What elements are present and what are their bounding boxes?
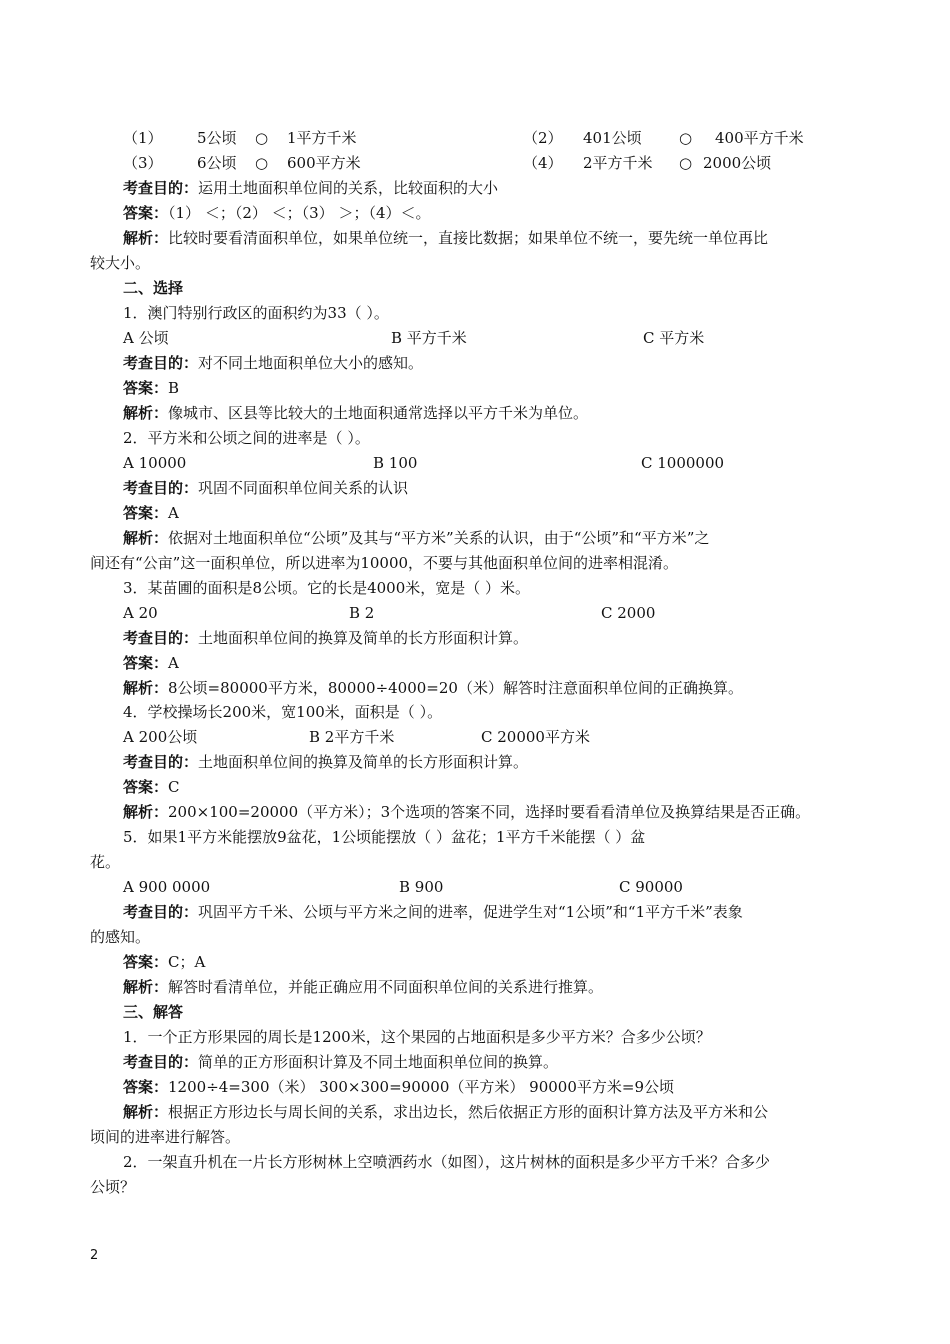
compare-circle[interactable]: ○: [255, 129, 269, 147]
answer-line: 答案：C；A: [123, 953, 206, 971]
item-number: （2）: [523, 129, 563, 147]
compare-right: 2000公顷: [703, 154, 772, 172]
options-row: [123, 875, 860, 899]
compare-circle[interactable]: ○: [679, 154, 693, 172]
compare-left: 5公顷: [197, 129, 237, 147]
question-text: 2．平方米和公顷之间的进率是（ ）。: [123, 429, 370, 447]
option-b[interactable]: B 平方千米: [391, 329, 467, 347]
option-c[interactable]: C 90000: [619, 878, 683, 896]
purpose-line: 考查目的：巩固平方千米、公顷与平方米之间的进率，促进学生对“1公顷”和“1平方千米”表象: [123, 903, 743, 921]
option-b[interactable]: B 2: [349, 604, 375, 622]
answer-line: 答案：A: [123, 504, 179, 522]
option-b[interactable]: B 2平方千米: [309, 728, 395, 746]
option-a[interactable]: A 公顷: [123, 329, 169, 347]
options-row: [123, 601, 860, 625]
option-a[interactable]: A 200公顷: [123, 728, 198, 746]
option-c[interactable]: C 20000平方米: [481, 728, 590, 746]
compare-analysis: 解析：比较时要看清面积单位，如果单位统一，直接比数据；如果单位不统一，要先统一单位再比: [123, 229, 769, 247]
compare-right: 400平方千米: [715, 129, 804, 147]
analysis-cont: 间还有“公亩”这一面积单位，所以进率为10000，不要与其他面积单位间的进率相混淆。: [90, 554, 679, 572]
analysis-line: 解析：8公顷=80000平方米，80000÷4000=20（米）解答时注意面积单位间的正确换算。: [123, 679, 743, 697]
option-c[interactable]: C 2000: [601, 604, 656, 622]
question-text: 2．一架直升机在一片长方形树林上空喷洒药水（如图），这片树林的面积是多少平方千米？合多少: [123, 1153, 771, 1171]
item-number: （3）: [123, 154, 163, 172]
compare-circle[interactable]: ○: [255, 154, 269, 172]
compare-right: 1平方千米: [287, 129, 357, 147]
analysis-line: 解析：根据正方形边长与周长间的关系，求出边长，然后依据正方形的面积计算方法及平方米和公: [123, 1103, 769, 1121]
question-text: 1．澳门特别行政区的面积约为33（ ）。: [123, 304, 389, 322]
item-number: （4）: [523, 154, 563, 172]
option-c[interactable]: C 平方米: [643, 329, 705, 347]
purpose-line: 考查目的：简单的正方形面积计算及不同土地面积单位间的换算。: [123, 1053, 559, 1071]
option-a[interactable]: A 900 0000: [123, 878, 211, 896]
analysis-line: 解析：解答时看清单位，并能正确应用不同面积单位间的关系进行推算。: [123, 978, 604, 996]
purpose-line: 考查目的：对不同土地面积单位大小的感知。: [123, 354, 424, 372]
purpose-line: 考查目的：土地面积单位间的换算及简单的长方形面积计算。: [123, 753, 529, 771]
compare-row-2: [123, 151, 860, 175]
page-number: 2: [90, 1248, 99, 1263]
analysis-line: 解析：像城市、区县等比较大的土地面积通常选择以平方千米为单位。: [123, 404, 589, 422]
question-text: 5．如果1平方米能摆放9盆花，1公顷能摆放（ ）盆花；1平方千米能摆（ ）盆: [123, 828, 646, 846]
option-b[interactable]: B 900: [399, 878, 444, 896]
options-row: [123, 451, 860, 475]
compare-left: 401公顷: [583, 129, 642, 147]
purpose-line: 考查目的：巩固不同面积单位间关系的认识: [123, 479, 409, 497]
option-a[interactable]: A 10000: [123, 454, 187, 472]
question-text-cont: 花。: [90, 853, 121, 871]
question-text-cont: 公顷？: [90, 1178, 136, 1196]
purpose-line: 考查目的：土地面积单位间的换算及简单的长方形面积计算。: [123, 629, 529, 647]
compare-right: 600平方米: [287, 154, 361, 172]
answer-line: 答案：B: [123, 379, 180, 397]
option-a[interactable]: A 20: [123, 604, 158, 622]
analysis-cont: 顷间的进率进行解答。: [90, 1128, 241, 1146]
option-b[interactable]: B 100: [373, 454, 418, 472]
compare-answer: 答案：（1） ＜；（2） ＜；（3） ＞；（4）＜。: [123, 204, 431, 222]
options-row: [123, 326, 860, 350]
option-c[interactable]: C 1000000: [641, 454, 725, 472]
answer-line: 答案：1200÷4=300（米） 300×300=90000（平方米） 90000平方米=9公顷: [123, 1078, 674, 1096]
compare-left: 2平方千米: [583, 154, 653, 172]
section-title: 三、解答: [123, 1003, 184, 1021]
answer-line: 答案：A: [123, 654, 179, 672]
compare-circle[interactable]: ○: [679, 129, 693, 147]
compare-row-1: [123, 126, 860, 150]
purpose-cont: 的感知。: [90, 928, 151, 946]
question-text: 3．某苗圃的面积是8公顷。它的长是4000米，宽是（ ）米。: [123, 579, 531, 597]
section-title: 二、选择: [123, 279, 184, 297]
question-text: 4．学校操场长200米，宽100米，面积是（ ）。: [123, 703, 443, 721]
compare-left: 6公顷: [197, 154, 237, 172]
question-text: 1．一个正方形果园的周长是1200米，这个果园的占地面积是多少平方米？合多少公顷？: [123, 1028, 711, 1046]
analysis-line: 解析：依据对土地面积单位“公顷”及其与“平方米”关系的认识，由于“公顷”和“平方米”之: [123, 529, 710, 547]
compare-purpose: 考查目的：运用土地面积单位间的关系，比较面积的大小: [123, 179, 499, 197]
item-number: （1）: [123, 129, 163, 147]
compare-analysis-cont: 较大小。: [90, 254, 151, 272]
options-row: [123, 725, 860, 749]
analysis-line: 解析：200×100=20000（平方米）；3个选项的答案不同，选择时要看看清单位及换算结果是否正确。: [123, 803, 811, 821]
answer-line: 答案：C: [123, 778, 180, 796]
